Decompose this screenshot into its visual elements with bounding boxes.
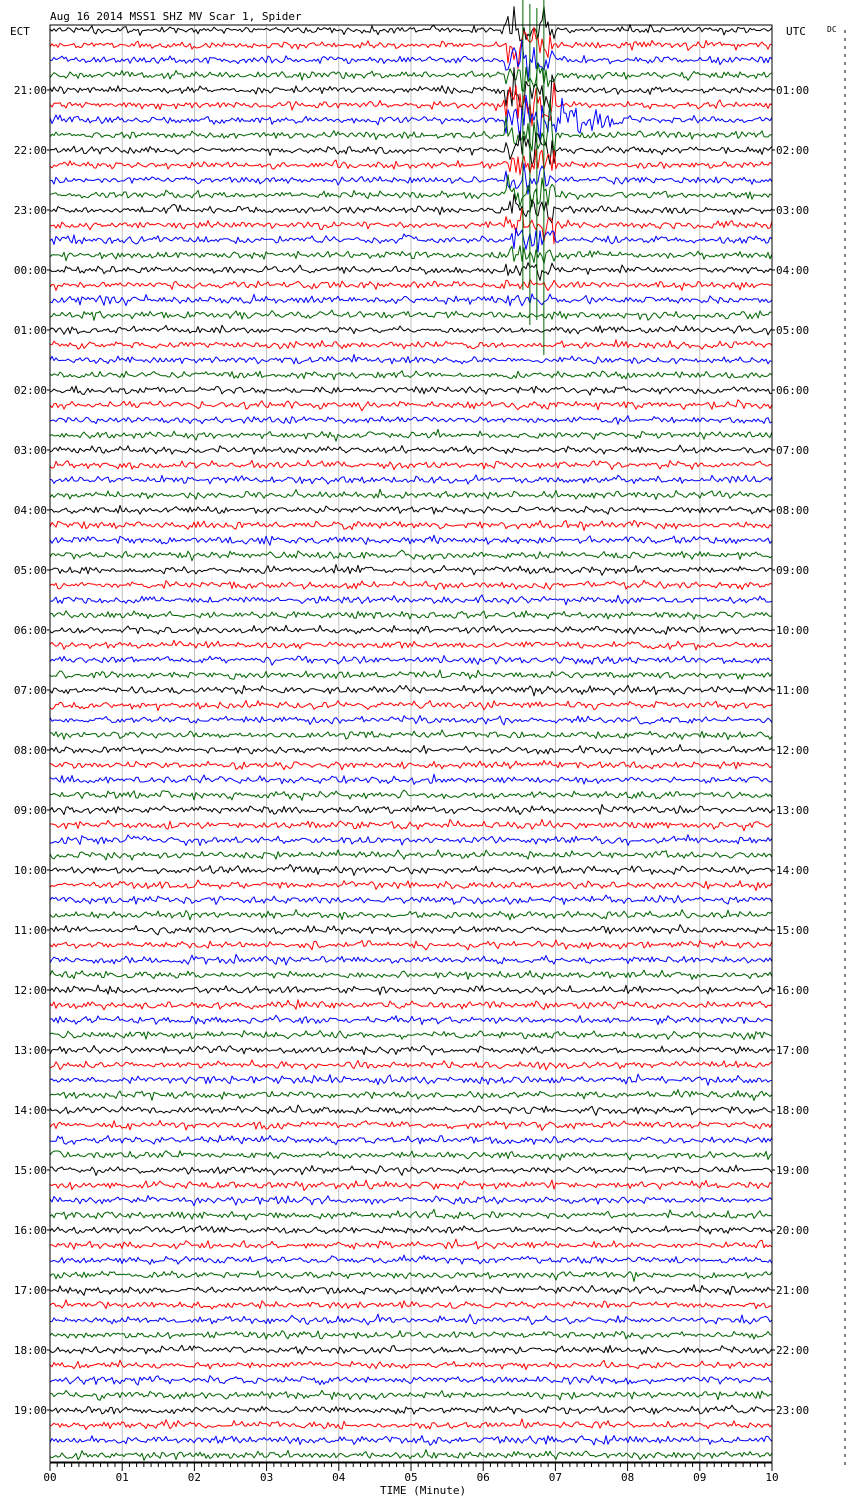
grid (50, 25, 772, 1462)
x-tick-label: 07 (548, 1471, 563, 1484)
hour-label-right: 10:00 (776, 624, 810, 637)
hour-label-right: 05:00 (776, 324, 810, 337)
hour-label-right: 17:00 (776, 1044, 810, 1057)
x-tick-label: 03 (259, 1471, 274, 1484)
x-tick-label: 00 (43, 1471, 57, 1484)
hour-label-left: 11:00 (13, 924, 47, 937)
hour-label-left: 00:00 (13, 264, 47, 277)
hour-label-right: 18:00 (776, 1104, 810, 1117)
hour-label-right: 19:00 (776, 1164, 810, 1177)
hour-label-right: 02:00 (776, 144, 810, 157)
hour-label-left: 15:00 (13, 1164, 47, 1177)
hour-label-right: 21:00 (776, 1284, 810, 1297)
hour-label-left: 07:00 (13, 684, 47, 697)
hour-label-left: 14:00 (13, 1104, 47, 1117)
hour-label-right: 12:00 (776, 744, 810, 757)
hour-label-left: 23:00 (13, 204, 47, 217)
hour-label-left: 21:00 (13, 84, 47, 97)
hour-label-left: 16:00 (13, 1224, 47, 1237)
hour-label-right: 14:00 (776, 864, 810, 877)
axes (14, 25, 809, 1484)
x-tick-label: 10 (765, 1471, 779, 1484)
hour-label-right: 06:00 (776, 384, 810, 397)
x-tick-label: 02 (187, 1471, 202, 1484)
hour-label-left: 06:00 (13, 624, 47, 637)
hour-label-left: 12:00 (13, 984, 47, 997)
hour-label-left: 10:00 (13, 864, 47, 877)
x-tick-label: 04 (332, 1471, 346, 1484)
dc-label: DC (827, 25, 837, 34)
x-tick-label: 01 (115, 1471, 129, 1484)
hour-label-right: 01:00 (776, 84, 810, 97)
hour-label-right: 20:00 (776, 1224, 810, 1237)
hour-label-left: 02:00 (13, 384, 47, 397)
hour-label-right: 04:00 (776, 264, 810, 277)
hour-label-left: 17:00 (13, 1284, 47, 1297)
hour-label-right: 16:00 (776, 984, 810, 997)
hour-label-left: 05:00 (13, 564, 47, 577)
x-tick-label: 06 (476, 1471, 490, 1484)
chart-title: Aug 16 2014 MSS1 SHZ MV Scar 1, Spider (50, 10, 302, 23)
hour-label-right: 09:00 (776, 564, 810, 577)
x-tick-label: 05 (404, 1471, 418, 1484)
hour-label-left: 13:00 (13, 1044, 47, 1057)
hour-label-left: 03:00 (13, 444, 47, 457)
left-axis-label: ECT (10, 25, 30, 38)
x-axis-label: TIME (Minute) (380, 1484, 467, 1497)
hour-label-left: 19:00 (13, 1404, 47, 1417)
hour-label-right: 11:00 (776, 684, 810, 697)
hour-label-left: 22:00 (13, 144, 47, 157)
hour-label-right: 15:00 (776, 924, 810, 937)
hour-label-right: 03:00 (776, 204, 810, 217)
hour-label-right: 08:00 (776, 504, 810, 517)
hour-label-right: 23:00 (776, 1404, 810, 1417)
hour-label-left: 01:00 (13, 324, 47, 337)
hour-label-left: 09:00 (13, 804, 47, 817)
hour-label-left: 08:00 (13, 744, 47, 757)
hour-label-left: 18:00 (13, 1344, 47, 1357)
hour-label-left: 04:00 (13, 504, 47, 517)
x-tick-label: 08 (620, 1471, 635, 1484)
hour-label-right: 13:00 (776, 804, 810, 817)
right-axis-label: UTC (786, 25, 806, 38)
hour-label-right: 22:00 (776, 1344, 810, 1357)
hour-label-right: 07:00 (776, 444, 810, 457)
x-tick-label: 09 (693, 1471, 707, 1484)
